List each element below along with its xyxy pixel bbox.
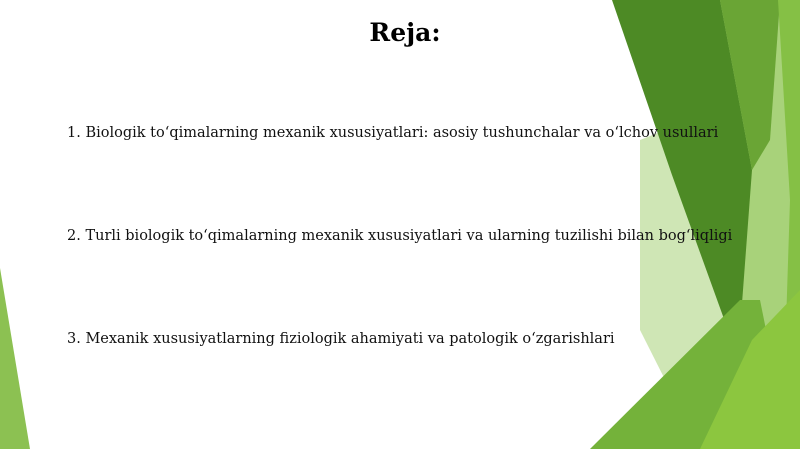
plan-item-2: 2. Turli biologik to‘qimalarning mexanik xususiyatlari va ularning tuzilishi bilan bog‘liqligi xyxy=(67,228,733,244)
slide-title: Reja: xyxy=(369,18,441,47)
plan-item-3: 3. Mexanik xususiyatlarning fiziologik ahamiyati va patologik o‘zgarishlari xyxy=(67,331,615,347)
left-green-sliver xyxy=(0,268,30,449)
plan-item-1: 1. Biologik to‘qimalarning mexanik xususiyatlari: asosiy tushunchalar va o‘lchov usullari xyxy=(67,125,719,141)
